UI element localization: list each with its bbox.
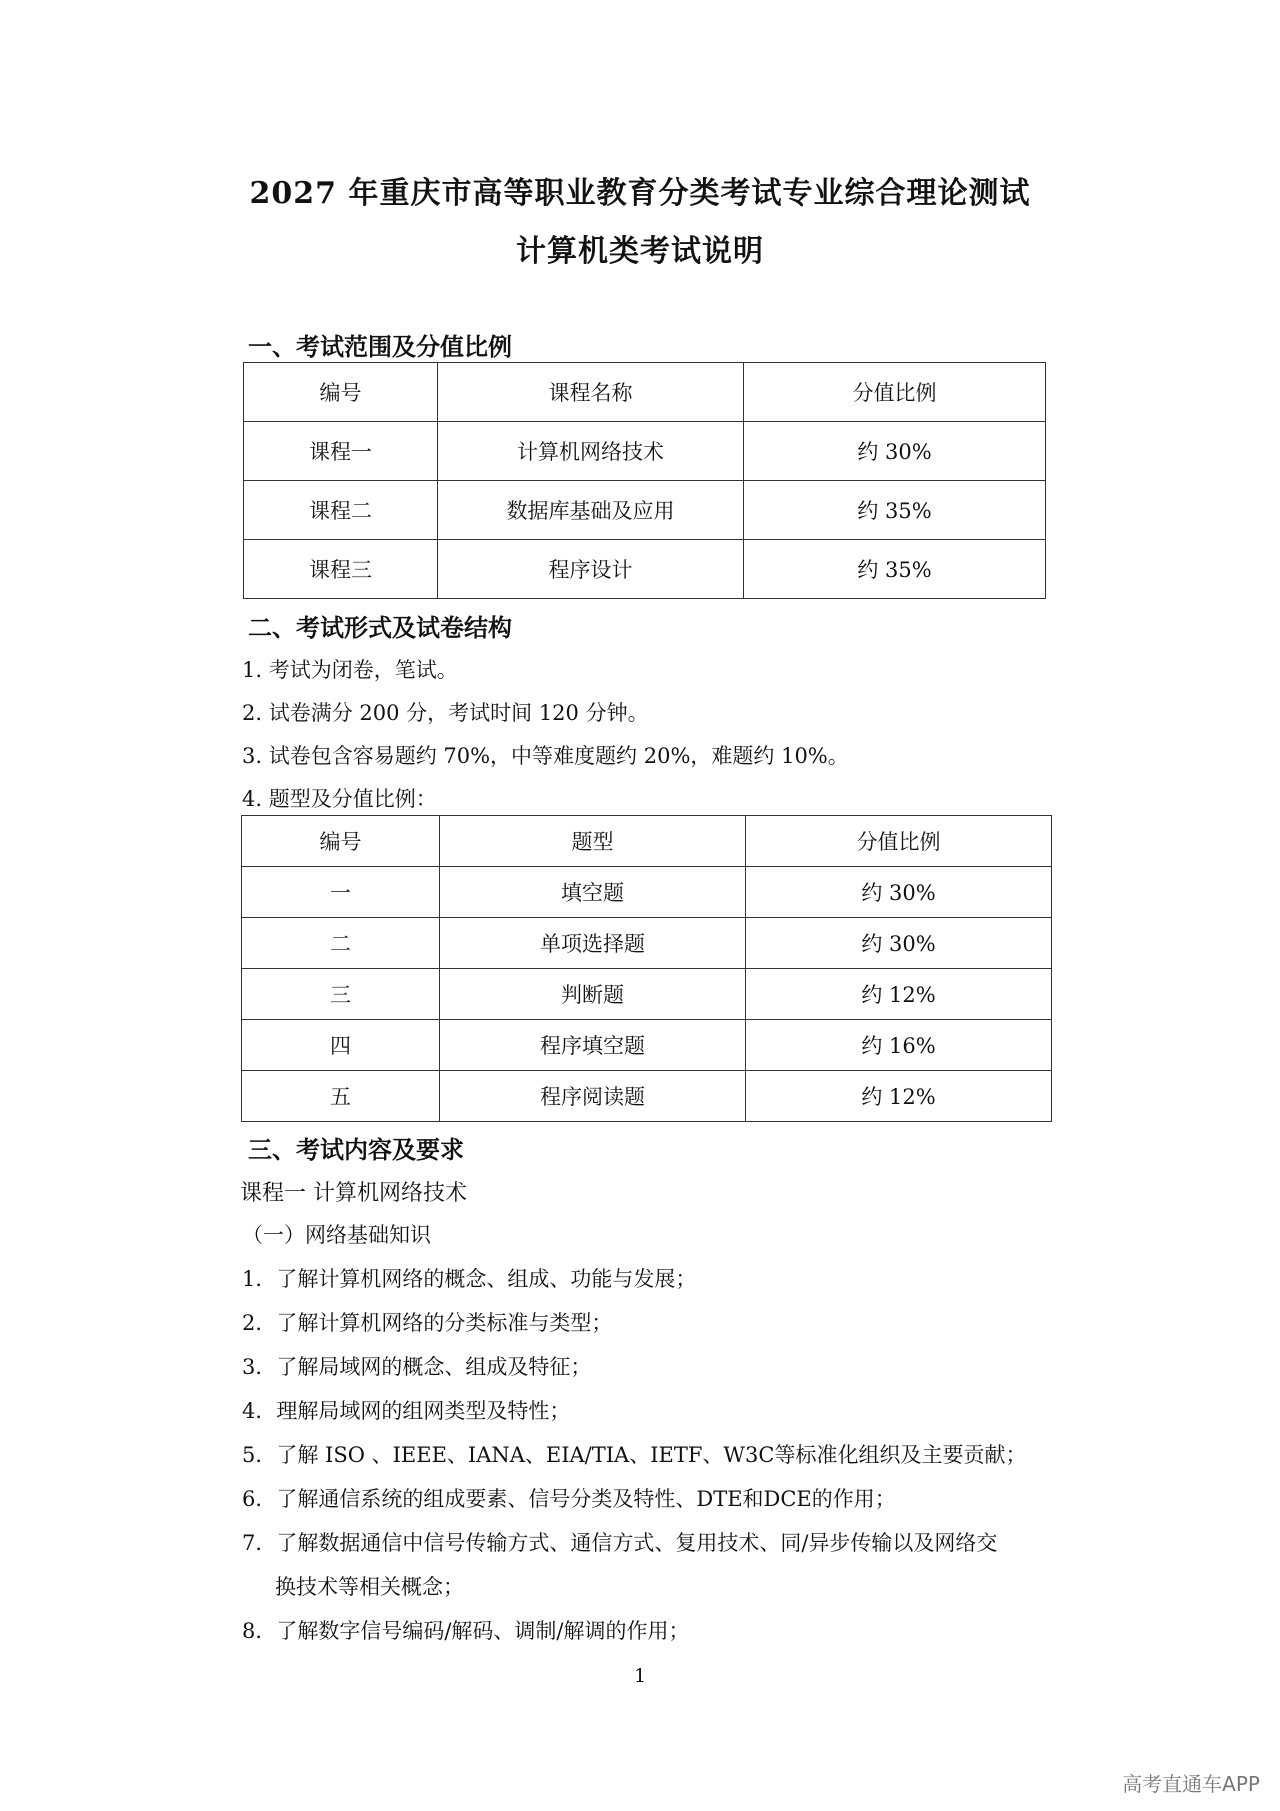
course-score-table: [243, 362, 1046, 599]
table-cell: 三: [242, 969, 440, 1020]
table-header-cell: 题型: [440, 816, 746, 867]
table-cell: 一: [242, 867, 440, 918]
section2-heading: 二、考试形式及试卷结构: [248, 614, 512, 642]
section3-heading: 三、考试内容及要求: [248, 1136, 464, 1164]
table-header-cell: 分值比例: [744, 363, 1046, 422]
section1-heading: 一、考试范围及分值比例: [248, 333, 512, 361]
table-header-cell: 课程名称: [438, 363, 744, 422]
table-cell: 计算机网络技术: [438, 422, 744, 481]
question-type-table: [241, 815, 1052, 1122]
doc-title-line1: 2027 年重庆市高等职业教育分类考试专业综合理论测试: [249, 176, 1031, 211]
table-cell: 程序阅读题: [440, 1071, 746, 1122]
table-row: [242, 1071, 1052, 1122]
list-item: 5．了解 ISO 、IEEE、IANA、EIA/TIA、IETF、W3C等标准化组织及主要贡献；: [242, 1443, 1027, 1467]
table-header-row: [242, 816, 1052, 867]
table-row: [244, 422, 1046, 481]
list-item: 1．了解计算机网络的概念、组成、功能与发展；: [242, 1267, 697, 1291]
doc-title-line2: 计算机类考试说明: [516, 234, 764, 269]
list-item: 2．了解计算机网络的分类标准与类型；: [242, 1311, 613, 1335]
table-cell: 约 30%: [746, 867, 1052, 918]
table-cell: 判断题: [440, 969, 746, 1020]
table-cell: 约 30%: [744, 422, 1046, 481]
table-cell: 四: [242, 1020, 440, 1071]
table-cell: 约 35%: [744, 540, 1046, 599]
table-cell: 约 30%: [746, 918, 1052, 969]
table-cell: 约 12%: [746, 969, 1052, 1020]
table-header-row: [244, 363, 1046, 422]
list-item: 1. 考试为闭卷，笔试。: [242, 658, 458, 682]
list-item: 3．了解局域网的概念、组成及特征；: [242, 1355, 592, 1379]
list-item: 6．了解通信系统的组成要素、信号分类及特性、DTE和DCE的作用；: [242, 1487, 896, 1511]
list-item: 8．了解数字信号编码/解码、调制/解调的作用；: [242, 1619, 690, 1643]
table-row: [244, 481, 1046, 540]
course-heading: 课程一 计算机网络技术: [240, 1181, 467, 1206]
table-cell: 程序填空题: [440, 1020, 746, 1071]
table-cell: 课程一: [244, 422, 438, 481]
table-cell: 约 35%: [744, 481, 1046, 540]
table-cell: 课程三: [244, 540, 438, 599]
table-cell: 约 12%: [746, 1071, 1052, 1122]
list-item: 7．了解数据通信中信号传输方式、通信方式、复用技术、同/异步传输以及网络交: [242, 1531, 998, 1555]
table-row: [244, 540, 1046, 599]
table-cell: 约 16%: [746, 1020, 1052, 1071]
list-item: 3. 试卷包含容易题约 70%，中等难度题约 20%，难题约 10%。: [242, 744, 849, 768]
list-item: 2. 试卷满分 200 分，考试时间 120 分钟。: [242, 701, 649, 725]
table-header-cell: 编号: [242, 816, 440, 867]
table-cell: 二: [242, 918, 440, 969]
table-cell: 单项选择题: [440, 918, 746, 969]
table-row: [242, 918, 1052, 969]
subsection-heading: （一）网络基础知识: [242, 1223, 431, 1247]
watermark: 高考直通车APP: [1122, 1772, 1260, 1796]
table-header-cell: 编号: [244, 363, 438, 422]
table-header-cell: 分值比例: [746, 816, 1052, 867]
table-row: [242, 867, 1052, 918]
table-row: [242, 969, 1052, 1020]
table-cell: 课程二: [244, 481, 438, 540]
page-number: 1: [633, 1665, 647, 1687]
table-row: [242, 1020, 1052, 1071]
table-cell: 程序设计: [438, 540, 744, 599]
list-item: 4．理解局域网的组网类型及特性；: [242, 1399, 571, 1423]
list-item: 4. 题型及分值比例：: [242, 787, 437, 811]
table-cell: 数据库基础及应用: [438, 481, 744, 540]
table-cell: 填空题: [440, 867, 746, 918]
list-item-continuation: 换技术等相关概念；: [275, 1575, 464, 1599]
table-cell: 五: [242, 1071, 440, 1122]
